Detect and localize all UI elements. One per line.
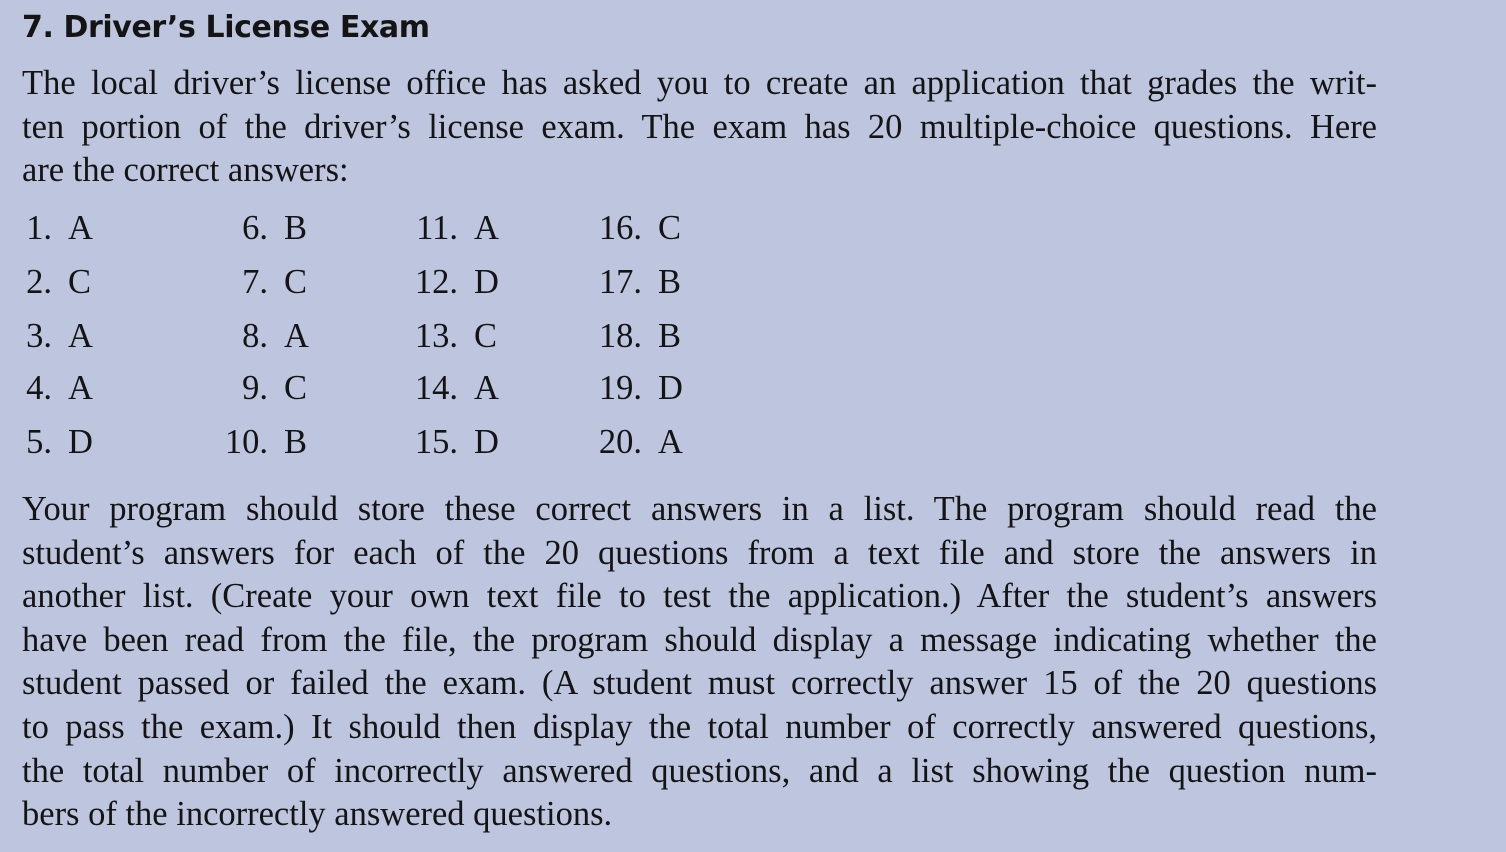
- correct-answer: D: [68, 423, 93, 461]
- correct-answer: C: [474, 317, 498, 355]
- intro-line: are the correct answers:: [22, 151, 349, 190]
- question-number: 13.: [414, 317, 458, 355]
- question-number: 17.: [598, 263, 642, 301]
- correct-answer: A: [68, 317, 93, 355]
- correct-answer: C: [284, 369, 308, 407]
- correct-answer: D: [474, 263, 499, 301]
- correct-answer: B: [284, 209, 308, 247]
- question-number: 11.: [416, 209, 458, 247]
- answer-key-item: [582, 368, 683, 408]
- question-number: 20.: [598, 423, 642, 461]
- question-number: 8.: [242, 317, 268, 355]
- correct-answer: A: [68, 209, 93, 247]
- question-number: 16.: [598, 209, 642, 247]
- correct-answer: C: [284, 263, 308, 301]
- question-number: 10.: [224, 423, 268, 461]
- answer-key-item: [398, 316, 497, 356]
- correct-answer: B: [284, 423, 308, 461]
- instructions-line: student passed or failed the exam. (A student must correctly answer 15 of the 20 questions: [22, 664, 1377, 703]
- question-number: 1.: [26, 209, 52, 247]
- answer-key-item: [12, 316, 93, 356]
- correct-answer: C: [658, 209, 682, 247]
- instructions-line: another list. (Create your own text file to test the application.) After the student’s answers: [22, 577, 1377, 616]
- answer-key-item: [398, 262, 499, 302]
- answer-key-item: [208, 208, 307, 248]
- instructions-line: student’s answers for each of the 20 questions from a text file and store the answers in: [22, 533, 1377, 572]
- answer-key-item: [208, 316, 309, 356]
- intro-line: The local driver’s license office has asked you to create an application that grades the writ-: [22, 64, 1377, 102]
- answer-key-item: [582, 262, 681, 302]
- instructions-line: the total number of incorrectly answered questions, and a list showing the question num-: [22, 751, 1377, 790]
- correct-answer: D: [474, 423, 499, 461]
- answer-key-item: [208, 262, 307, 302]
- answer-key-item: [12, 208, 93, 248]
- instructions-line: Your program should store these correct answers in a list. The program should read the: [22, 490, 1377, 528]
- question-number: 9.: [242, 369, 268, 407]
- question-number: 5.: [26, 423, 52, 461]
- answer-key-item: [208, 368, 307, 408]
- intro-line: ten portion of the driver’s license exam. The exam has 20 multiple-choice questions. Here: [22, 107, 1377, 146]
- question-number: 7.: [242, 263, 268, 301]
- question-number: 19.: [598, 369, 642, 407]
- answer-key-item: [582, 208, 681, 248]
- question-number: 18.: [598, 317, 642, 355]
- instructions-paragraph: [22, 488, 1377, 837]
- instructions-line: bers of the incorrectly answered questions.: [22, 795, 613, 834]
- answer-key-item: [398, 208, 499, 248]
- correct-answer: A: [474, 209, 499, 247]
- question-number: 6.: [242, 209, 268, 247]
- correct-answer: D: [658, 369, 683, 407]
- answer-key-item: [12, 262, 91, 302]
- question-number: 2.: [26, 263, 52, 301]
- correct-answer: A: [68, 369, 93, 407]
- answer-key-item: [12, 368, 93, 408]
- correct-answer: B: [658, 263, 682, 301]
- question-number: 4.: [26, 369, 52, 407]
- answer-key-item: [582, 316, 681, 356]
- exercise-heading: 7. Driver’s License Exam: [22, 10, 430, 45]
- correct-answer: C: [68, 263, 92, 301]
- answer-key-item: [208, 422, 307, 462]
- instructions-line: have been read from the file, the program should display a message indicating whether the: [22, 620, 1377, 659]
- correct-answer: B: [658, 317, 682, 355]
- question-number: 12.: [414, 263, 458, 301]
- question-number: 15.: [414, 423, 458, 461]
- answer-key-item: [582, 422, 683, 462]
- question-number: 14.: [414, 369, 458, 407]
- correct-answer: A: [474, 369, 499, 407]
- correct-answer: A: [284, 317, 309, 355]
- instructions-line: to pass the exam.) It should then display the total number of correctly answered questions,: [22, 707, 1377, 746]
- answer-key-item: [398, 368, 499, 408]
- question-number: 3.: [26, 317, 52, 355]
- answer-key-item: [398, 422, 499, 462]
- answer-key-item: [12, 422, 93, 462]
- correct-answer: A: [658, 423, 683, 461]
